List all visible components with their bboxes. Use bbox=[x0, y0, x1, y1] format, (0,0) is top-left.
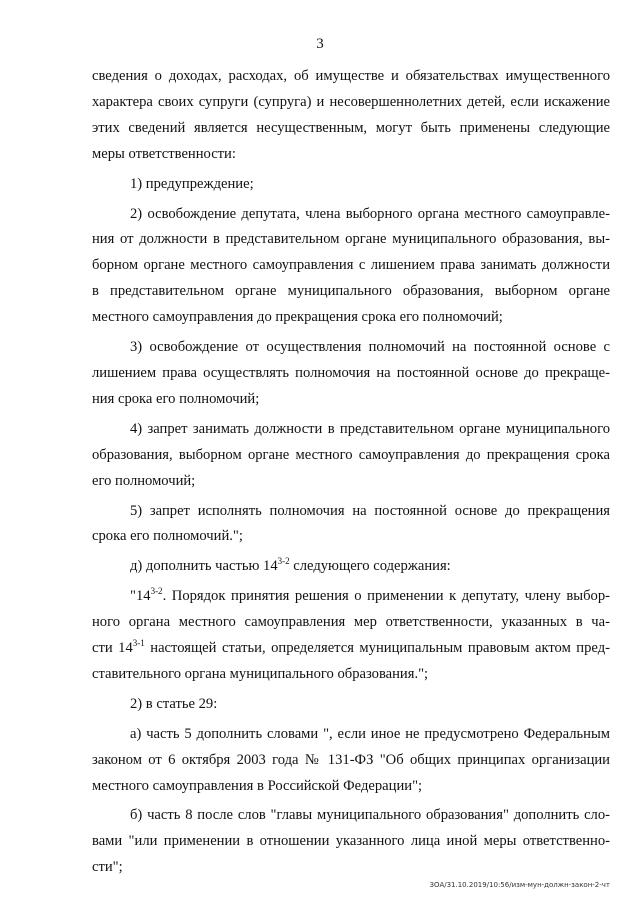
text-line bbox=[92, 554, 610, 580]
text-line bbox=[92, 584, 610, 610]
text-line: ния срока его полномочий; bbox=[92, 390, 260, 407]
document-footer-code: ЗОА/31.10.2019/10:56/изм-мун-должн-закон-2-чт bbox=[429, 881, 610, 889]
text-line: в представительном органе муниципального образования, выборном органе bbox=[92, 283, 610, 300]
text-line: б) часть 8 после слов "главы муниципального образования" дополнить сло- bbox=[130, 807, 610, 824]
text-line: 3) освобождение от осуществления полномочий на постоянной основе с bbox=[130, 339, 610, 356]
paragraph bbox=[92, 335, 610, 413]
text-line: сти"; bbox=[92, 859, 123, 876]
paragraph bbox=[92, 64, 610, 168]
text-run: "14 bbox=[130, 588, 151, 605]
paragraph bbox=[92, 172, 610, 198]
text-line: характера своих супруги (супруга) и несовершеннолетних детей, если искажение bbox=[92, 93, 610, 110]
text-line: 5) запрет исполнять полномочия на постоянной основе до прекращения bbox=[130, 502, 610, 519]
text-line: а) часть 5 дополнить словами ", если иное не предусмотрено Федеральным bbox=[130, 725, 610, 742]
text-run: сти 14 bbox=[92, 640, 133, 657]
text-line: этих сведений является несущественным, могут быть применены следующие bbox=[92, 119, 610, 136]
superscript: 3-1 bbox=[132, 638, 145, 649]
text-run: следующего содержания: bbox=[289, 558, 451, 575]
text-run: д) дополнить частью 14 bbox=[130, 558, 278, 575]
text-line: 1) предупреждение; bbox=[130, 175, 254, 192]
text-line: срока его полномочий."; bbox=[92, 528, 243, 545]
text-line: меры ответственности: bbox=[92, 145, 236, 162]
document-body bbox=[92, 64, 610, 881]
text-line: ставительного органа муниципального образования."; bbox=[92, 665, 429, 682]
paragraph bbox=[92, 417, 610, 495]
text-line: лишением права осуществлять полномочия на постоянной основе до прекраще- bbox=[92, 364, 610, 381]
paragraph bbox=[92, 554, 610, 580]
text-line: вами "или применении в отношении указанного лица иной меры ответственно- bbox=[92, 833, 610, 850]
paragraph bbox=[92, 692, 610, 718]
text-line: 4) запрет занимать должности в представительном органе муниципального bbox=[130, 420, 610, 437]
text-line: ния от должности в представительном органе муниципального образования, вы- bbox=[92, 231, 610, 248]
text-line: местного самоуправления в Российской Федерации"; bbox=[92, 777, 423, 794]
paragraph bbox=[92, 584, 610, 688]
text-line: образования, выборном органе местного самоуправления до прекращения срока bbox=[92, 446, 610, 463]
superscript: 3-2 bbox=[150, 586, 163, 597]
text-line: местного самоуправления до прекращения срока его полномочий; bbox=[92, 309, 503, 326]
superscript: 3-2 bbox=[277, 556, 290, 567]
text-run: . Порядок принятия решения о применении к депутату, члену выбор- bbox=[162, 588, 610, 605]
paragraph bbox=[92, 202, 610, 332]
paragraph bbox=[92, 803, 610, 881]
paragraph bbox=[92, 499, 610, 551]
text-line: сведения о доходах, расходах, об имуществе и обязательствах имущественного bbox=[92, 68, 610, 84]
text-line: борном органе местного самоуправления с лишением права занимать должности bbox=[92, 257, 610, 274]
text-run: настоящей статьи, определяется муниципальным правовым актом пред- bbox=[144, 640, 610, 657]
text-line: законом от 6 октября 2003 года № 131-ФЗ "Об общих принципах организации bbox=[92, 751, 610, 768]
text-line: ного органа местного самоуправления мер ответственности, указанных в ча- bbox=[92, 614, 610, 631]
text-line: его полномочий; bbox=[92, 472, 196, 489]
paragraph bbox=[92, 722, 610, 800]
text-line bbox=[92, 636, 610, 662]
text-line: 2) в статье 29: bbox=[130, 695, 218, 712]
page-number: 3 bbox=[316, 36, 324, 52]
text-line: 2) освобождение депутата, члена выборного органа местного самоуправле- bbox=[130, 205, 610, 222]
